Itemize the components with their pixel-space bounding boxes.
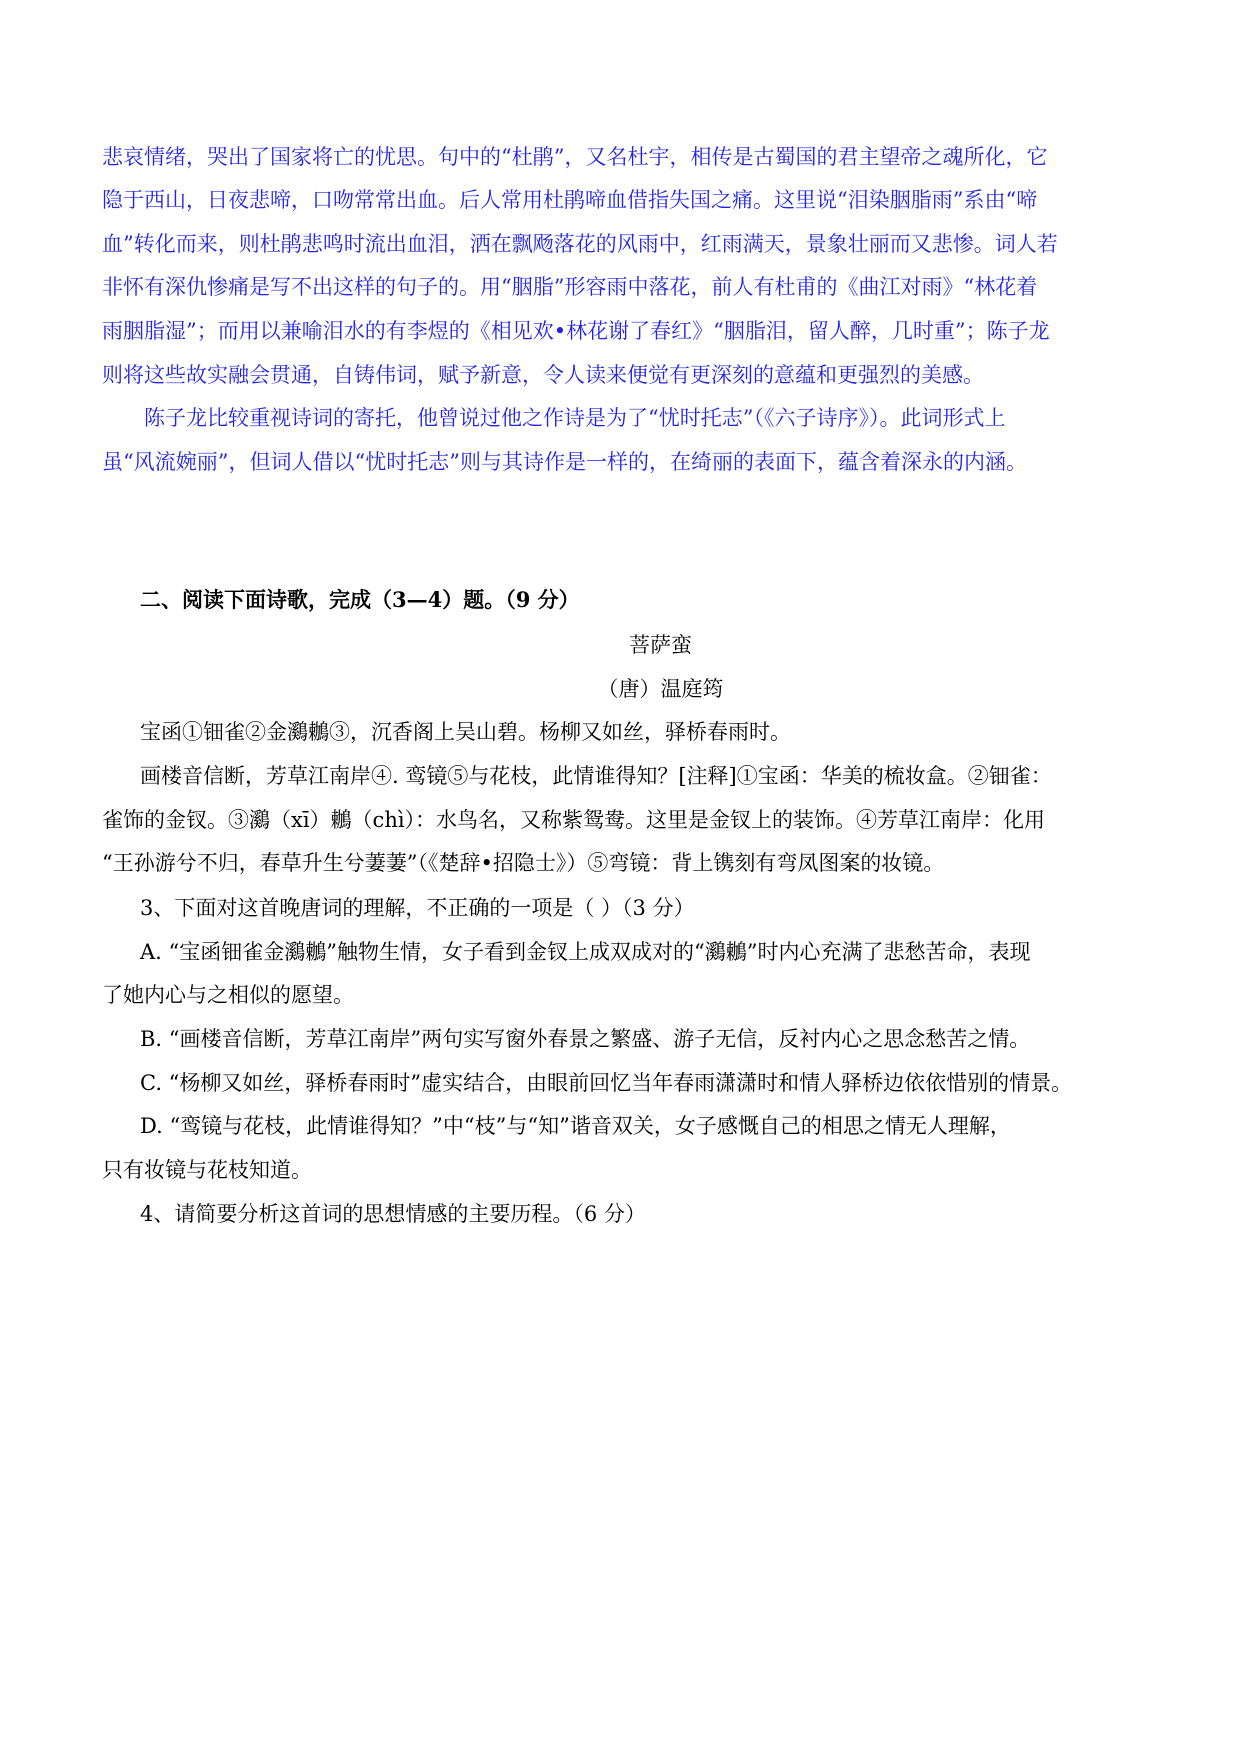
question-3: 3、下面对这首晚唐词的理解，不正确的一项是（ ）（3 分）: [140, 896, 695, 920]
commentary-line-4: 非怀有深仇惨痛是写不出这样的句子的。用“胭脂”形容雨中落花，前人有杜甫的《曲江对雨》“林花着: [102, 275, 1038, 299]
option-d-line-1: D. “鸾镜与花枝，此情谁得知？”中“枝”与“知”谐音双关，女子感慨自己的相思之情无人理解，: [140, 1114, 1011, 1138]
notes-line-1: 雀饰的金钗。③鸂（xī）鶒（chì）：水鸟名，又称紫鸳鸯。这里是金钗上的装饰。④芳草江南岸：化用: [102, 808, 1046, 832]
poem-line-1: 宝函①钿雀②金鸂鶒③，沉香阁上吴山碧。杨柳又如丝，驿桥春雨时。: [140, 720, 791, 744]
option-b: B. “画楼音信断，芳草江南岸”两句实写窗外春景之繁盛、游子无信，反衬内心之思念愁苦之情。: [140, 1027, 1031, 1051]
commentary-line-3: 血”转化而来，则杜鹃悲鸣时流出血泪，洒在飘飏落花的风雨中，红雨满天，景象壮丽而又悲惨。词人若: [102, 232, 1058, 256]
question-4: 4、请简要分析这首词的思想情感的主要历程。（6 分）: [140, 1202, 646, 1226]
commentary-line-6: 则将这些故实融会贯通，自铸伟词，赋予新意，令人读来便觉有更深刻的意蕴和更强烈的美感。: [102, 363, 984, 387]
option-c: C. “杨柳又如丝，驿桥春雨时”虚实结合，由眼前回忆当年春雨潇潇时和情人驿桥边依依惜别的情景。: [140, 1071, 1073, 1095]
notes-line-2: “王孙游兮不归，春草升生兮萋萋”（《楚辞•招隐士》）⑤弯镜：背上镌刻有弯凤图案的妆镜。: [102, 851, 945, 875]
poem-title: 菩萨蛮: [629, 633, 692, 657]
poem-author: （唐）温庭筠: [597, 677, 724, 701]
commentary-line-2: 隐于西山，日夜悲啼，口吻常常出血。后人常用杜鹃啼血借指失国之痛。这里说“泪染胭脂雨”系由“啼: [102, 188, 1038, 212]
commentary-line-7: 陈子龙比较重视诗词的寄托，他曾说过他之作诗是为了“忧时托志”（《六子诗序》）。此词形式上: [144, 406, 1006, 430]
option-a-line-2: 了她内心与之相似的愿望。: [102, 983, 354, 1007]
commentary-line-1: 悲哀情绪，哭出了国家将亡的忧思。句中的“杜鹃”，又名杜宇，相传是古蜀国的君主望帝之魂所化，它: [102, 145, 1048, 169]
section-heading: 二、阅读下面诗歌，完成（3—4）题。（9 分）: [140, 587, 580, 612]
option-a-line-1: A. “宝函钿雀金鸂鶒”触物生情，女子看到金钗上成双成对的“鸂鶒”时内心充满了悲愁苦命，表现: [140, 940, 1031, 964]
option-d-line-2: 只有妆镜与花枝知道。: [102, 1158, 312, 1182]
commentary-line-8: 虽“风流婉丽”，但词人借以“忧时托志”则与其诗作是一样的，在绮丽的表面下，蕴含着深永的内涵。: [102, 450, 1027, 474]
poem-line-2: 画楼音信断，芳草江南岸④. 鸾镜⑤与花枝，此情谁得知？[注释]①宝函：华美的梳妆盒。②钿雀：: [140, 764, 1052, 788]
commentary-line-5: 雨胭脂湿”；而用以兼喻泪水的有李煜的《相见欢•林花谢了春红》“胭脂泪，留人醉，几时重”；陈子龙: [102, 319, 1050, 343]
